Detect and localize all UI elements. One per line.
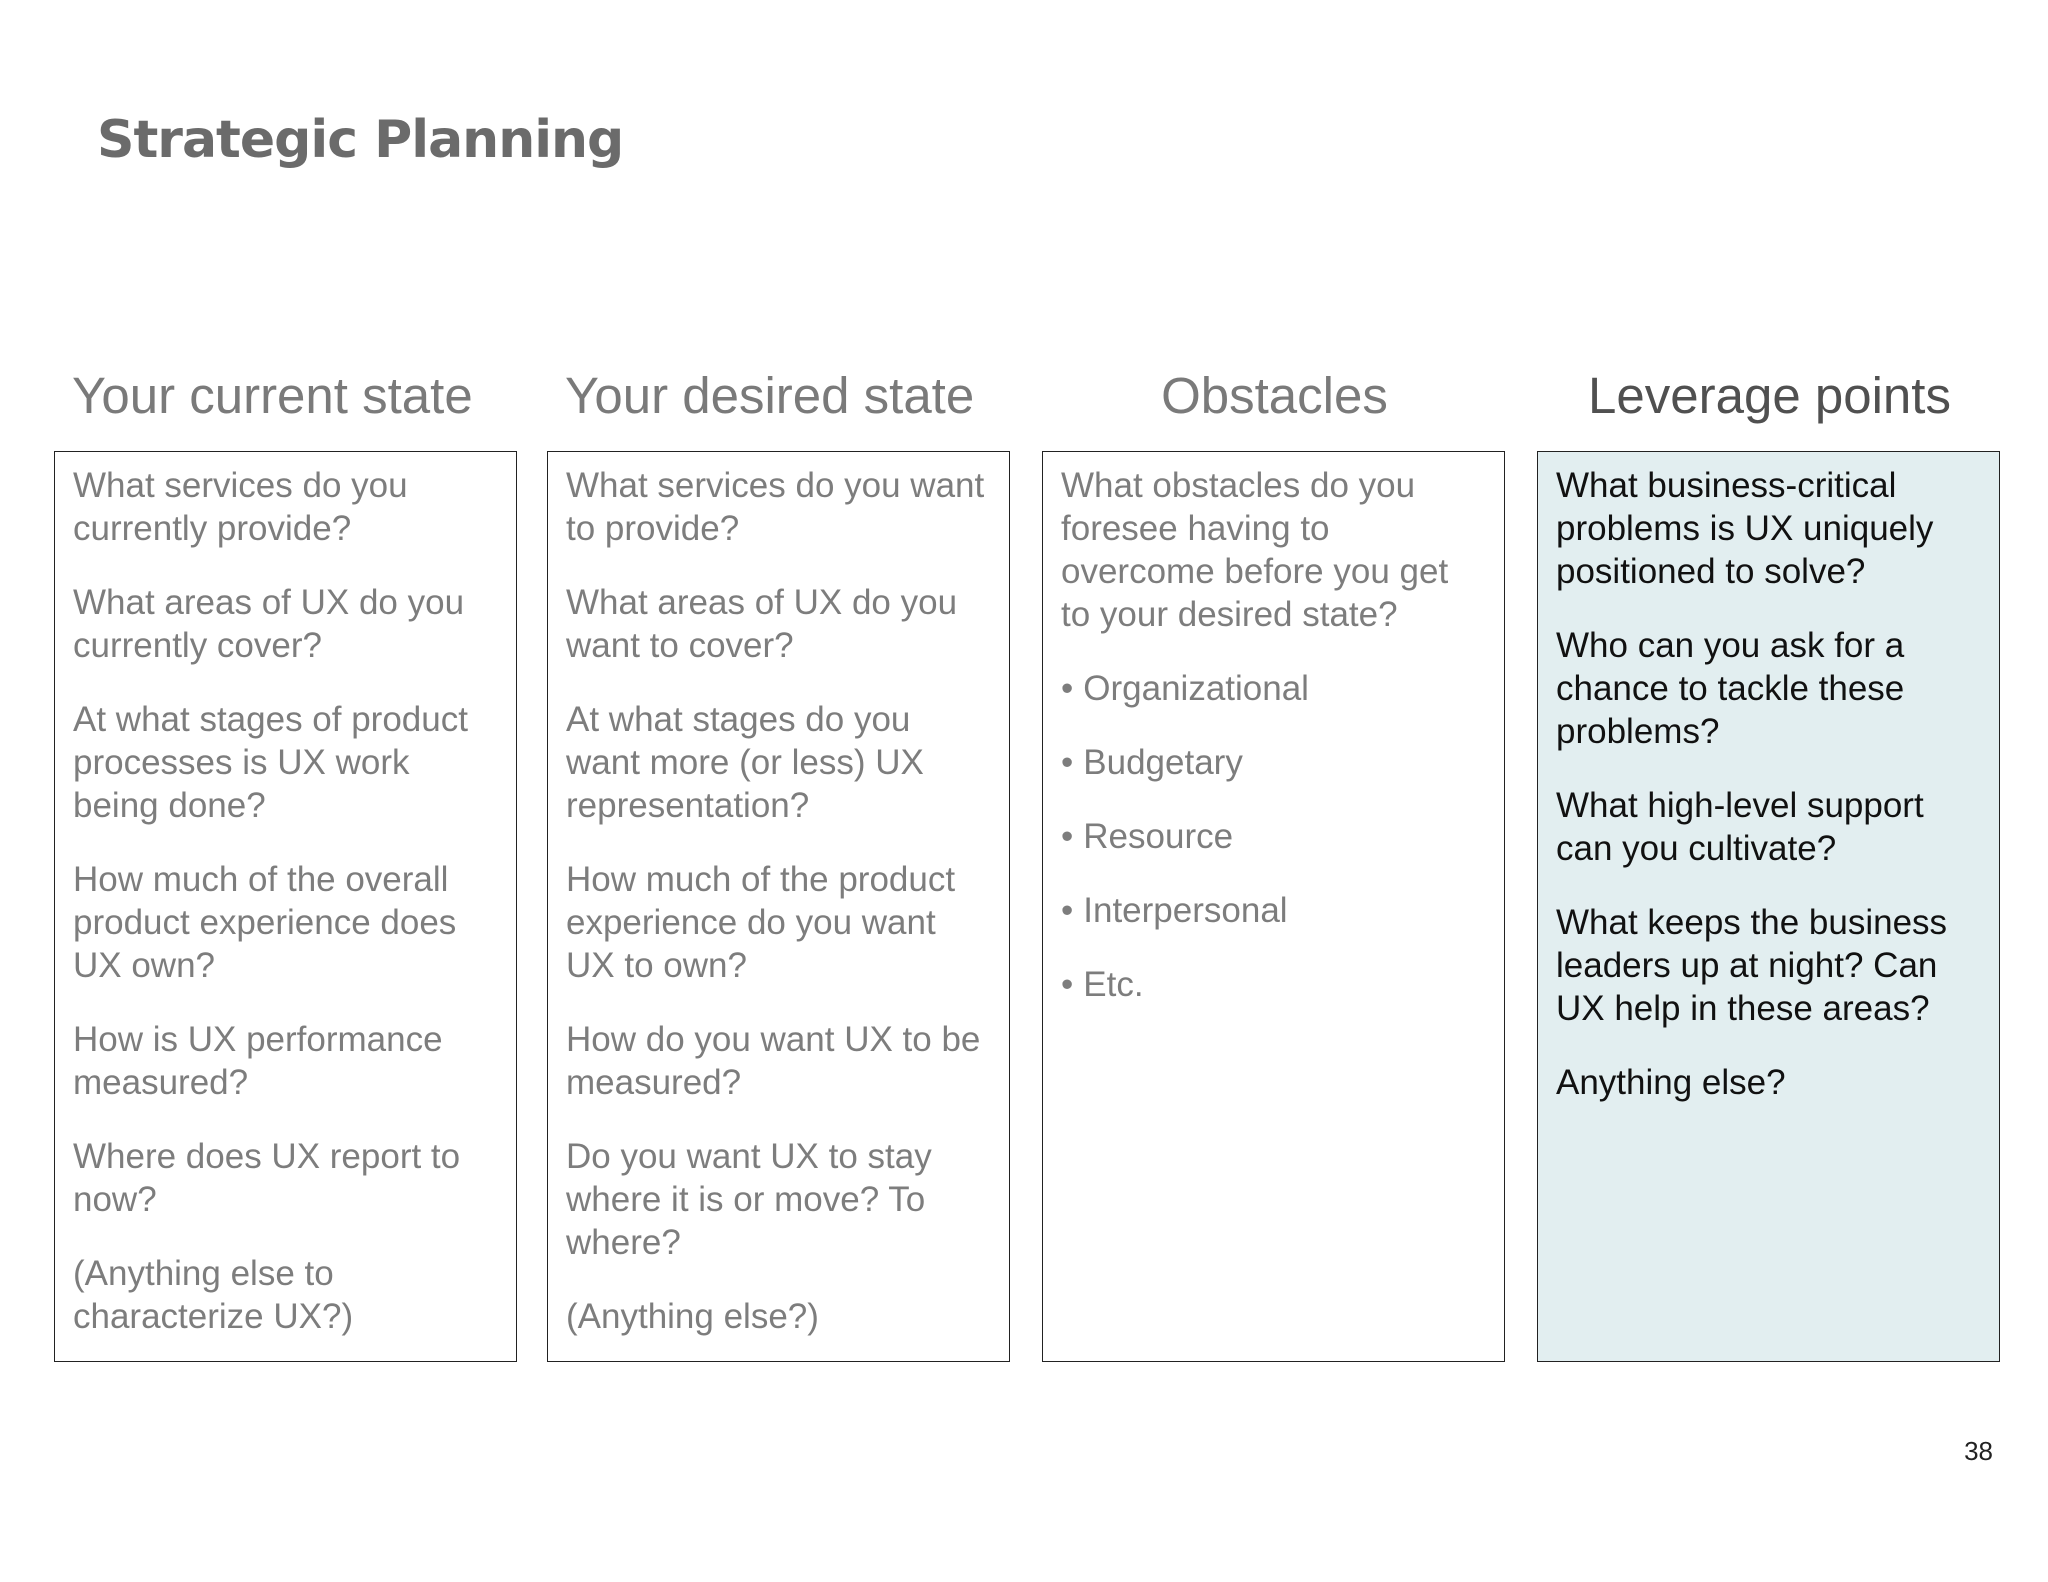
list-item: What services do you want to provide? — [566, 466, 985, 548]
slide-title: Strategic Planning — [97, 110, 624, 170]
list-item: At what stages do you want more (or less) UX representation? — [566, 700, 924, 825]
list-item: What areas of UX do you want to cover? — [566, 583, 958, 665]
bullet-icon: • — [1061, 965, 1074, 1004]
obstacles-intro: What obstacles do you foresee having to overcome before you get to your desired state? — [1061, 466, 1449, 634]
bullet-item-organizational — [1061, 667, 1486, 710]
bullet-icon: • — [1061, 817, 1074, 856]
bullet-icon: • — [1061, 891, 1074, 930]
bullet-icon: • — [1061, 669, 1074, 708]
bullet-item-resource — [1061, 815, 1486, 858]
list-item: What services do you currently provide? — [73, 466, 408, 548]
box-leverage-points — [1537, 451, 2000, 1362]
bullet-item-interpersonal — [1061, 889, 1486, 932]
box-current-state — [54, 451, 517, 1362]
list-item: How much of the overall product experience does UX own? — [73, 860, 457, 985]
heading-obstacles: Obstacles — [1161, 367, 1388, 424]
heading-desired-state: Your desired state — [565, 367, 975, 424]
page-number: 38 — [1964, 1436, 1993, 1466]
heading-leverage-points: Leverage points — [1588, 367, 1951, 424]
list-item: Who can you ask for a chance to tackle these problems? — [1556, 626, 1905, 751]
list-item: How do you want UX to be measured? — [566, 1020, 981, 1102]
bullet-item-budgetary — [1061, 741, 1486, 784]
list-item: What keeps the business leaders up at night? Can UX help in these areas? — [1556, 903, 1948, 1028]
list-item: Anything else? — [1556, 1063, 1786, 1102]
list-item: (Anything else?) — [566, 1297, 819, 1336]
list-item: How much of the product experience do you want UX to own? — [566, 860, 956, 985]
bullet-label: Interpersonal — [1083, 891, 1288, 930]
bullet-label: Budgetary — [1083, 743, 1243, 782]
list-item: How is UX performance measured? — [73, 1020, 443, 1102]
bullet-label: Resource — [1083, 817, 1234, 856]
list-item: What business-critical problems is UX uniquely positioned to solve? — [1556, 466, 1934, 591]
bullet-icon: • — [1061, 743, 1074, 782]
bullet-label: Organizational — [1083, 669, 1309, 708]
list-item: Do you want UX to stay where it is or move? To where? — [566, 1137, 932, 1262]
bullet-label: Etc. — [1083, 965, 1144, 1004]
list-item: Where does UX report to now? — [73, 1137, 461, 1219]
heading-current-state: Your current state — [72, 367, 473, 424]
list-item: (Anything else to characterize UX?) — [73, 1254, 354, 1336]
box-desired-state — [547, 451, 1010, 1362]
box-obstacles — [1042, 451, 1505, 1362]
list-item: What areas of UX do you currently cover? — [73, 583, 465, 665]
bullet-item-etc — [1061, 963, 1486, 1006]
list-item: At what stages of product processes is UX work being done? — [73, 700, 468, 825]
list-item: What high-level support can you cultivate? — [1556, 786, 1924, 868]
